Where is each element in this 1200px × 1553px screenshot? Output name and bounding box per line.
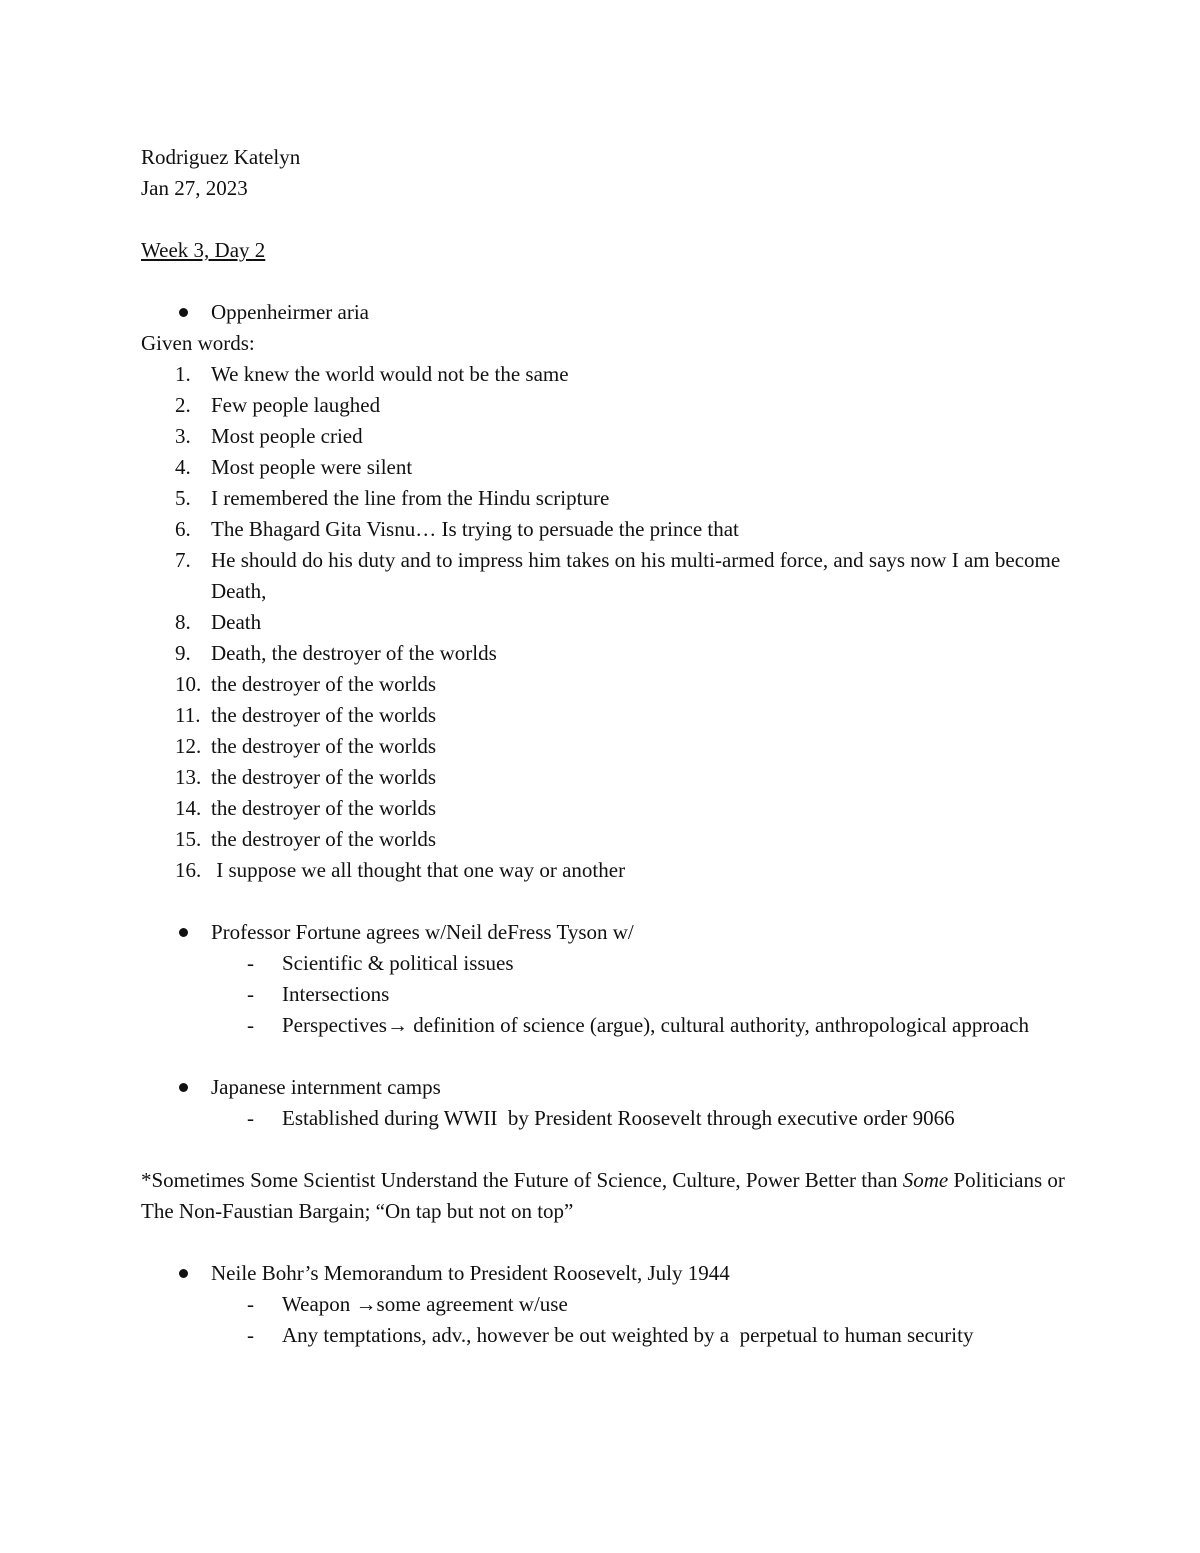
item-text: the destroyer of the worlds: [211, 672, 437, 696]
numbered-item: [141, 545, 1081, 607]
bullet-item: Oppenheirmer aria: [141, 297, 1081, 328]
dash-marker: -: [247, 1292, 254, 1316]
sub-item-text: Any temptations, adv., however be out weighted by a perpetual to human security: [282, 1323, 974, 1347]
sub-item-text: Intersections: [282, 982, 390, 1006]
sub-list: [141, 1103, 1081, 1134]
given-words-label: Given words:: [141, 331, 255, 355]
dash-marker: -: [247, 1323, 254, 1347]
numbered-item: [141, 700, 1081, 731]
item-number: 5.: [175, 486, 191, 510]
item-number: 6.: [175, 517, 191, 541]
dash-marker: -: [247, 982, 254, 1006]
bullet-item: Professor Fortune agrees w/Neil deFress Tyson w/: [141, 917, 1081, 948]
item-text: the destroyer of the worlds: [211, 703, 437, 727]
item-text: Death: [211, 610, 262, 634]
author-name: Rodriguez Katelyn: [141, 145, 301, 169]
sub-item: [141, 1289, 1081, 1320]
sub-list: [141, 1289, 1081, 1351]
numbered-item: [141, 359, 1081, 390]
sub-item-text: Established during WWII by President Roosevelt through executive order 9066: [282, 1106, 955, 1130]
numbered-item: [141, 638, 1081, 669]
bullet-dot: [179, 1083, 188, 1092]
sub-item-text: Weapon →some agreement w/use: [282, 1292, 568, 1316]
item-number: 14.: [175, 796, 202, 820]
sub-item: [141, 1103, 1081, 1134]
dash-marker: -: [247, 1106, 254, 1130]
numbered-item: [141, 793, 1081, 824]
item-text: Few people laughed: [211, 393, 381, 417]
numbered-item: [141, 390, 1081, 421]
item-text: I remembered the line from the Hindu scripture: [211, 486, 610, 510]
bullet-item: Neile Bohr’s Memorandum to President Roosevelt, July 1944: [141, 1258, 1081, 1289]
dash-marker: -: [247, 1013, 254, 1037]
item-number: 7.: [175, 548, 191, 572]
dash-marker: -: [247, 951, 254, 975]
item-text: I suppose we all thought that one way or another: [211, 858, 626, 882]
note-paragraph: *Sometimes Some Scientist Understand the Future of Science, Culture, Power Better than Some Politicians or The Non-Faustian Bargain; “On tap but not on top”: [141, 1168, 1065, 1223]
numbered-item: [141, 483, 1081, 514]
numbered-item: [141, 731, 1081, 762]
item-text: Most people cried: [211, 424, 363, 448]
item-text: the destroyer of the worlds: [211, 796, 437, 820]
sub-list: [141, 948, 1081, 1041]
numbered-item: [141, 607, 1081, 638]
item-number: 4.: [175, 455, 191, 479]
sub-item: [141, 1320, 1081, 1351]
numbered-item: [141, 855, 1081, 886]
item-text: We knew the world would not be the same: [211, 362, 569, 386]
item-text: The Bhagard Gita Visnu… Is trying to persuade the prince that: [211, 517, 739, 541]
numbered-item: [141, 824, 1081, 855]
item-number: 8.: [175, 610, 191, 634]
item-number: 16.: [175, 858, 202, 882]
item-text: the destroyer of the worlds: [211, 827, 437, 851]
sub-item-text: Scientific & political issues: [282, 951, 514, 975]
bullet-dot: [179, 928, 188, 937]
item-number: 11.: [175, 703, 201, 727]
item-number: 10.: [175, 672, 202, 696]
item-text: Most people were silent: [211, 455, 413, 479]
document-date: Jan 27, 2023: [141, 176, 248, 200]
sub-item: [141, 948, 1081, 979]
numbered-item: [141, 452, 1081, 483]
document-content: [141, 142, 1081, 1351]
numbered-list: [141, 359, 1081, 886]
item-text: the destroyer of the worlds: [211, 734, 437, 758]
item-number: 9.: [175, 641, 191, 665]
page-title: Week 3, Day 2: [141, 238, 266, 262]
item-text: Death, the destroyer of the worlds: [211, 641, 497, 665]
item-number: 2.: [175, 393, 191, 417]
sub-item-text: Perspectives→ definition of science (argue), cultural authority, anthropological approach: [282, 1013, 1029, 1037]
numbered-item: [141, 421, 1081, 452]
sub-item: [141, 979, 1081, 1010]
item-text: He should do his duty and to impress him takes on his multi-armed force, and says now I am become Death,: [211, 548, 1066, 603]
item-number: 3.: [175, 424, 191, 448]
sub-item: [141, 1010, 1081, 1041]
item-text: the destroyer of the worlds: [211, 765, 437, 789]
bullet-dot: [179, 308, 188, 317]
item-number: 12.: [175, 734, 202, 758]
numbered-item: [141, 669, 1081, 700]
numbered-item: [141, 762, 1081, 793]
bullet-dot: [179, 1269, 188, 1278]
item-number: 13.: [175, 765, 202, 789]
item-number: 1.: [175, 362, 191, 386]
numbered-item: [141, 514, 1081, 545]
bullet-item: Japanese internment camps: [141, 1072, 1081, 1103]
item-number: 15.: [175, 827, 202, 851]
